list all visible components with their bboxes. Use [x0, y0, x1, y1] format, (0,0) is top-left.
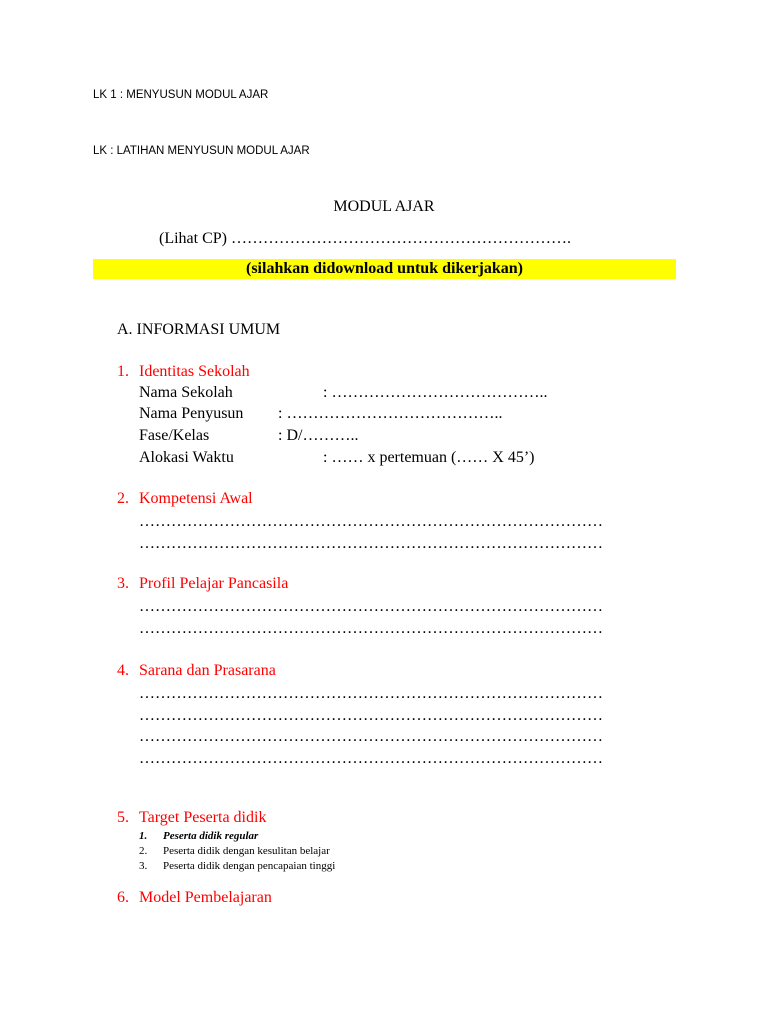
item-5-title: Target Peserta didik	[139, 809, 267, 826]
target-item-3-text: Peserta didik dengan pencapaian tinggi	[163, 860, 336, 872]
dotted-line: ……………………………………………………………………………	[139, 513, 603, 530]
item-4-title: Sarana dan Prasarana	[139, 662, 276, 679]
target-item-1-text: Peserta didik regular	[163, 830, 259, 842]
target-item-2-text: Peserta didik dengan kesulitan belajar	[163, 845, 330, 857]
dotted-line: ……………………………………………………………………………	[139, 750, 603, 767]
nama-sekolah-label: Nama Sekolah	[139, 384, 233, 401]
fase-kelas-label: Fase/Kelas	[139, 427, 210, 444]
fase-kelas-value: : D/………..	[278, 427, 359, 444]
nama-penyusun-label: Nama Penyusun	[139, 405, 244, 422]
item-3-num: 3.	[117, 575, 129, 592]
dotted-line: ……………………………………………………………………………	[139, 707, 603, 724]
item-1-num: 1.	[117, 363, 129, 380]
dotted-line: ……………………………………………………………………………	[139, 620, 603, 637]
header-lk: LK : LATIHAN MENYUSUN MODUL AJAR	[93, 145, 310, 157]
item-2-num: 2.	[117, 490, 129, 507]
section-a-heading: A. INFORMASI UMUM	[117, 321, 281, 338]
target-item-1-num: 1.	[139, 830, 148, 842]
item-3-title: Profil Pelajar Pancasila	[139, 575, 289, 592]
highlight-note: (silahkan didownload untuk dikerjakan)	[246, 260, 523, 277]
nama-penyusun-value: : …………………………………..	[278, 405, 503, 422]
item-1-title: Identitas Sekolah	[139, 363, 250, 380]
dotted-line: ……………………………………………………………………………	[139, 685, 603, 702]
target-item-3-num: 3.	[139, 860, 148, 872]
lihat-cp-line: (Lihat CP) ……………………………………………………….	[159, 230, 571, 247]
item-4-num: 4.	[117, 662, 129, 679]
item-2-title: Kompetensi Awal	[139, 490, 253, 507]
dotted-line: ……………………………………………………………………………	[139, 728, 603, 745]
alokasi-waktu-label: Alokasi Waktu	[139, 449, 234, 466]
nama-sekolah-value: : …………………………………..	[323, 384, 548, 401]
alokasi-waktu-value: : …… x pertemuan (…… X 45’)	[323, 449, 535, 466]
dotted-line: ……………………………………………………………………………	[139, 598, 603, 615]
item-6-num: 6.	[117, 889, 129, 906]
header-lk1: LK 1 : MENYUSUN MODUL AJAR	[93, 89, 269, 101]
document-title: MODUL AJAR	[333, 198, 435, 215]
item-5-num: 5.	[117, 809, 129, 826]
item-6-title: Model Pembelajaran	[139, 889, 272, 906]
target-item-2-num: 2.	[139, 845, 148, 857]
dotted-line: ……………………………………………………………………………	[139, 535, 603, 552]
